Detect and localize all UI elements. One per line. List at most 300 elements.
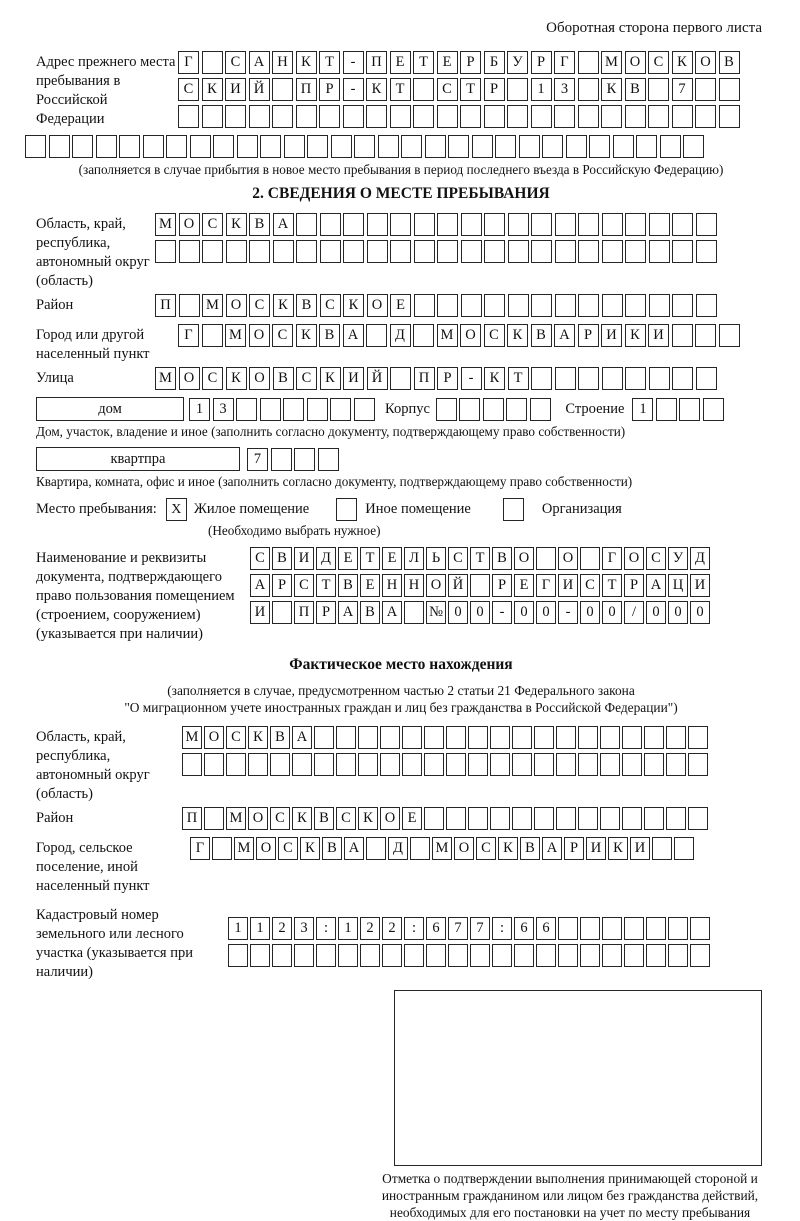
char-cell [507,78,528,101]
page-side-note: Оборотная сторона первого листа [546,20,762,36]
stay-type-checkbox-other [336,498,357,521]
actual-region-label: Область, край, республика, автономный округ (область) [36,729,150,802]
char-cell: Р [564,837,584,860]
char-cell: С [249,294,270,317]
char-cell: П [414,367,435,390]
char-cell: С [270,807,290,830]
char-cell [625,213,646,236]
char-cell [696,367,717,390]
char-cell [578,78,599,101]
char-cell: А [338,601,358,624]
char-cell [530,398,551,421]
korpus-cells [436,398,554,421]
char-cell [578,240,599,263]
house-number-cells [189,398,377,421]
char-cell: П [182,807,202,830]
char-cell [558,917,578,940]
char-cell: О [625,51,646,74]
char-cell [644,726,664,749]
char-cell: 6 [536,917,556,940]
char-cell [531,294,552,317]
char-cell: К [202,78,223,101]
char-cell: К [625,324,646,347]
char-cell [679,398,700,421]
char-cell: - [461,367,482,390]
char-cell [536,944,556,967]
char-cell: К [296,51,317,74]
char-cell: - [343,51,364,74]
char-cell [600,807,620,830]
char-cell [204,753,224,776]
char-cell: О [426,574,446,597]
char-cell: 2 [360,917,380,940]
char-cell [468,753,488,776]
char-cell: 7 [448,917,468,940]
apartment-cells [247,448,341,471]
char-cell [514,944,534,967]
char-cell [119,135,140,158]
char-cell [226,753,246,776]
char-cell: В [360,601,380,624]
char-cell [296,105,317,128]
char-cell: А [273,213,294,236]
char-cell [602,294,623,317]
char-cell [580,944,600,967]
char-cell [296,240,317,263]
prev-address-cells [178,51,742,132]
stay-type-option-organization-label: Организация [541,501,622,517]
char-cell [622,753,642,776]
char-cell: О [514,547,534,570]
char-cell [96,135,117,158]
char-cell [719,78,740,101]
char-cell [404,601,424,624]
char-cell [519,135,540,158]
char-cell [378,135,399,158]
char-cell [413,78,434,101]
char-cell [460,105,481,128]
stay-type-checkbox-organization [503,498,524,521]
char-cell: К [292,807,312,830]
document-row-1 [250,547,712,570]
char-cell: К [507,324,528,347]
char-cell: Р [460,51,481,74]
char-cell [578,294,599,317]
char-cell [330,398,351,421]
char-cell [602,213,623,236]
char-cell: С [580,574,600,597]
char-cell: С [646,547,666,570]
char-cell: Ц [668,574,688,597]
char-cell [600,753,620,776]
char-cell [390,213,411,236]
char-cell [495,135,516,158]
char-cell: В [319,324,340,347]
char-cell: О [624,547,644,570]
char-cell [625,105,646,128]
char-cell [602,240,623,263]
char-cell [624,917,644,940]
char-cell [437,240,458,263]
char-cell [204,807,224,830]
char-cell [228,944,248,967]
char-cell [484,213,505,236]
char-cell: К [273,294,294,317]
char-cell [426,944,446,967]
char-cell: В [625,78,646,101]
char-cell [683,135,704,158]
char-cell: С [226,726,246,749]
char-cell: А [646,574,666,597]
char-cell: С [296,367,317,390]
char-cell [437,294,458,317]
char-cell: К [498,837,518,860]
region-row-1 [155,213,719,236]
char-cell: И [558,574,578,597]
char-cell [470,574,490,597]
char-cell [294,448,315,471]
char-cell [410,837,430,860]
char-cell [314,753,334,776]
char-cell [490,753,510,776]
char-cell: О [179,367,200,390]
char-cell: О [558,547,578,570]
char-cell: Т [602,574,622,597]
char-cell: К [608,837,628,860]
char-cell [613,135,634,158]
actual-location-caption-1: (заполняется в случае, предусмотренном частью 2 статьи 21 Федерального закона [167,683,635,698]
document-block [36,547,766,644]
char-cell: С [294,574,314,597]
char-cell [534,753,554,776]
char-cell [555,367,576,390]
char-cell [424,726,444,749]
char-cell [508,294,529,317]
char-cell [226,240,247,263]
char-cell [696,213,717,236]
char-cell: 0 [514,601,534,624]
char-cell [578,51,599,74]
char-cell [666,807,686,830]
char-cell: И [601,324,622,347]
char-cell [695,324,716,347]
char-cell: С [484,324,505,347]
char-cell [318,448,339,471]
char-cell [556,726,576,749]
char-cell: Р [316,601,336,624]
char-cell [272,601,292,624]
char-cell: К [300,837,320,860]
char-cell: В [272,547,292,570]
char-cell: Л [404,547,424,570]
char-cell [296,213,317,236]
char-cell [446,807,466,830]
house-type-box: дом [36,397,184,421]
char-cell [272,944,292,967]
char-cell: В [719,51,740,74]
char-cell: Г [554,51,575,74]
char-cell [668,917,688,940]
char-cell [390,105,411,128]
prev-address-row-3 [178,105,742,128]
char-cell [508,240,529,263]
char-cell: 3 [554,78,575,101]
char-cell: О [454,837,474,860]
char-cell [414,240,435,263]
char-cell [531,213,552,236]
char-cell: Д [388,837,408,860]
char-cell: 2 [272,917,292,940]
char-cell: : [316,917,336,940]
char-cell [578,753,598,776]
char-cell [555,240,576,263]
char-cell [338,944,358,967]
char-cell: 1 [531,78,552,101]
char-cell: В [296,294,317,317]
char-cell: Р [624,574,644,597]
house-block [36,397,766,421]
char-cell: К [226,367,247,390]
char-cell [425,135,446,158]
char-cell: М [182,726,202,749]
char-cell: В [492,547,512,570]
apartment-type-box: квартпра [36,447,240,471]
char-cell [437,213,458,236]
cadastral-block [36,904,766,982]
char-cell [316,944,336,967]
char-cell: 1 [189,398,210,421]
char-cell: П [296,78,317,101]
char-cell [578,726,598,749]
char-cell [536,547,556,570]
char-cell [249,240,270,263]
char-cell: № [426,601,446,624]
char-cell: М [234,837,254,860]
char-cell: И [250,601,270,624]
char-cell [556,807,576,830]
char-cell [648,78,669,101]
char-cell [589,135,610,158]
char-cell: К [343,294,364,317]
char-cell [212,837,232,860]
char-cell: Р [531,51,552,74]
char-cell [688,807,708,830]
char-cell: Г [190,837,210,860]
char-cell [484,294,505,317]
char-cell: И [343,367,364,390]
char-cell: Е [390,51,411,74]
char-cell [202,324,223,347]
char-cell: Т [470,547,490,570]
street-label: Улица [36,370,74,386]
char-cell [625,294,646,317]
char-cell: О [248,807,268,830]
actual-district-row [182,807,710,830]
char-cell: Е [514,574,534,597]
char-cell [688,753,708,776]
char-cell [484,105,505,128]
char-cell [625,240,646,263]
document-row-2 [250,574,712,597]
char-cell [555,294,576,317]
char-cell [688,726,708,749]
cadastral-label: Кадастровый номер земельного или лесного участка (указывается при наличии) [36,907,193,980]
char-cell [402,726,422,749]
char-cell: М [601,51,622,74]
char-cell [566,135,587,158]
char-cell: 1 [338,917,358,940]
char-cell [578,807,598,830]
char-cell: М [155,213,176,236]
char-cell [320,213,341,236]
char-cell: 7 [672,78,693,101]
char-cell: Т [508,367,529,390]
char-cell: А [554,324,575,347]
char-cell [492,944,512,967]
char-cell: С [476,837,496,860]
char-cell: 3 [213,398,234,421]
char-cell [401,135,422,158]
char-cell [622,726,642,749]
char-cell [580,917,600,940]
char-cell: Т [319,51,340,74]
stay-type-row [36,498,766,521]
char-cell [202,240,223,263]
apartment-caption: Квартира, комната, офис и иное (заполнить согласно документу, подтверждающему право собственности) [36,474,633,489]
char-cell: Й [249,78,270,101]
char-cell [424,753,444,776]
char-cell: С [648,51,669,74]
char-cell [307,398,328,421]
stroenie-cells [632,398,726,421]
actual-region-block [36,726,766,804]
stay-type-label: Место пребывания: [36,501,157,517]
char-cell [414,294,435,317]
char-cell [166,135,187,158]
char-cell: М [225,324,246,347]
stroenie-label: Строение [565,401,625,417]
char-cell [534,807,554,830]
char-cell [314,726,334,749]
char-cell [719,105,740,128]
char-cell [506,398,527,421]
char-cell [343,105,364,128]
char-cell [508,213,529,236]
char-cell [343,240,364,263]
char-cell: 0 [646,601,666,624]
char-cell: О [367,294,388,317]
char-cell [542,135,563,158]
char-cell [414,213,435,236]
char-cell: Р [492,574,512,597]
char-cell [534,726,554,749]
char-cell [674,837,694,860]
char-cell: С [178,78,199,101]
char-cell [672,324,693,347]
char-cell: Й [448,574,468,597]
char-cell [602,367,623,390]
char-cell [283,398,304,421]
char-cell [507,105,528,128]
char-cell: Н [272,51,293,74]
char-cell [646,944,666,967]
char-cell: П [294,601,314,624]
korpus-label: Корпус [385,401,430,417]
char-cell [649,240,670,263]
document-label: Наименование и реквизиты документа, подтверждающего право пользования помещением (строением, сооружением) (указывается при наличии) [36,550,235,642]
stay-type-checkbox-residential: X [166,498,187,521]
char-cell [470,944,490,967]
char-cell [484,240,505,263]
char-cell: Е [382,547,402,570]
char-cell [360,944,380,967]
char-cell: А [344,837,364,860]
char-cell: К [226,213,247,236]
char-cell: И [690,574,710,597]
char-cell: О [380,807,400,830]
actual-region-row-1 [182,726,710,749]
char-cell: С [202,213,223,236]
house-caption: Дом, участок, владение и иное (заполнить согласно документу, подтверждающему право собственности) [36,424,626,439]
char-cell: О [460,324,481,347]
char-cell: К [484,367,505,390]
char-cell: К [601,78,622,101]
char-cell: Р [484,78,505,101]
char-cell [271,448,292,471]
char-cell [624,944,644,967]
region-block [36,213,766,291]
char-cell [672,240,693,263]
char-cell: 0 [448,601,468,624]
document-row-3 [250,601,712,624]
char-cell: И [586,837,606,860]
char-cell: : [404,917,424,940]
char-cell [672,105,693,128]
char-cell [382,944,402,967]
char-cell [320,240,341,263]
char-cell: О [256,837,276,860]
char-cell: О [204,726,224,749]
char-cell [512,726,532,749]
char-cell: В [314,807,334,830]
char-cell [437,105,458,128]
char-cell [622,807,642,830]
char-cell: Г [602,547,622,570]
char-cell: Д [690,547,710,570]
char-cell [644,753,664,776]
char-cell [202,105,223,128]
char-cell [390,367,411,390]
district-label: Район [36,297,74,313]
char-cell: Т [413,51,434,74]
char-cell [636,135,657,158]
char-cell [202,51,223,74]
char-cell: О [226,294,247,317]
char-cell: К [366,78,387,101]
char-cell [695,78,716,101]
char-cell: В [249,213,270,236]
char-cell [343,213,364,236]
char-cell: У [507,51,528,74]
cadastral-row-1 [228,917,712,940]
char-cell: Т [360,547,380,570]
char-cell: С [202,367,223,390]
char-cell [483,398,504,421]
char-cell: В [273,367,294,390]
char-cell [580,547,600,570]
char-cell [367,240,388,263]
char-cell: Т [460,78,481,101]
